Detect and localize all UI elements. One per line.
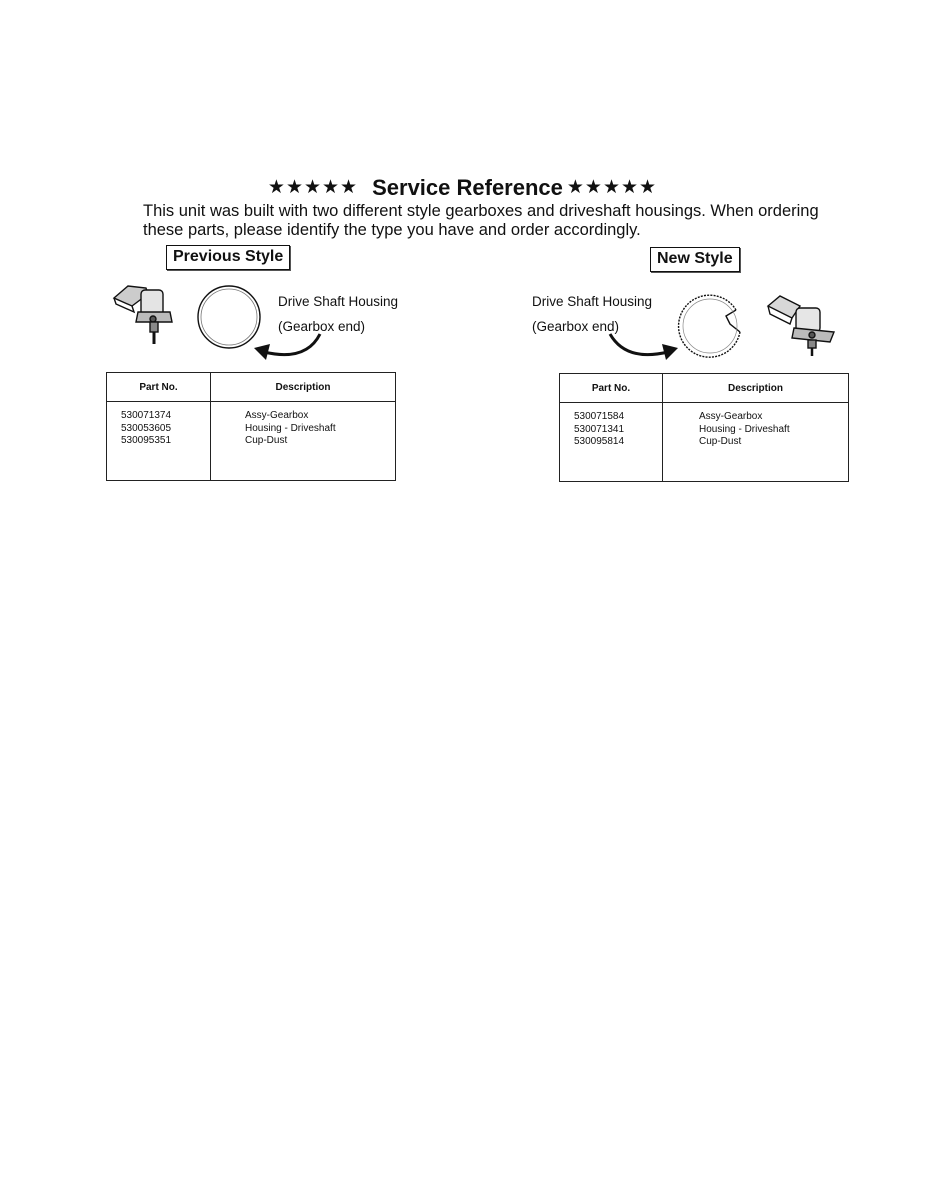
column-header-description: Description: [663, 374, 849, 403]
part-description: Housing - Driveshaft: [699, 423, 790, 435]
previous-caption-title: Drive Shaft Housing: [278, 294, 399, 309]
part-description: Assy-Gearbox: [699, 411, 763, 422]
new-parts-table: [559, 373, 849, 482]
previous-gearbox-illustration: [108, 278, 180, 348]
new-caption-title: Drive Shaft Housing: [532, 294, 653, 309]
column-header-part-no: Part No.: [107, 373, 211, 402]
table-row: [107, 402, 396, 481]
previous-parts-table: [106, 372, 396, 481]
part-number-cell: [107, 402, 211, 481]
part-number: 530071584: [574, 411, 625, 422]
part-description: Housing - Driveshaft: [245, 422, 336, 434]
column-header-part-no: Part No.: [560, 374, 663, 403]
part-number: 530095351: [121, 435, 172, 446]
column-header-description: Description: [211, 373, 396, 402]
title-stars-right: ★★★★★: [566, 177, 658, 198]
new-arrow-icon: [604, 330, 684, 365]
description-cell: [663, 403, 849, 482]
description-cell: [211, 402, 396, 481]
part-number: 530095814: [574, 436, 625, 447]
part-number: 530053605: [121, 422, 172, 434]
title-stars-left: ★★★★★: [267, 177, 359, 198]
part-number: 530071341: [574, 423, 625, 435]
table-row: [560, 403, 849, 482]
new-housing-ring-icon: [674, 290, 746, 362]
new-style-label: New Style: [650, 247, 740, 272]
new-caption-subtitle: (Gearbox end): [532, 319, 620, 334]
part-description: Cup-Dust: [699, 436, 742, 447]
intro-paragraph: This unit was built with two different style gearboxes and driveshaft housings. When ordering these parts, please identify the type you have and order accordingly.: [143, 202, 819, 239]
previous-style-label: Previous Style: [166, 245, 290, 270]
part-number: 530071374: [121, 410, 172, 421]
part-description: Cup-Dust: [245, 435, 288, 446]
previous-caption-subtitle: (Gearbox end): [278, 319, 366, 334]
new-gearbox-illustration: [764, 292, 840, 358]
page-title: [0, 175, 925, 201]
part-description: Assy-Gearbox: [245, 410, 309, 421]
part-number-cell: [560, 403, 663, 482]
title-text: Service Reference: [372, 175, 563, 200]
previous-arrow-icon: [248, 330, 328, 365]
